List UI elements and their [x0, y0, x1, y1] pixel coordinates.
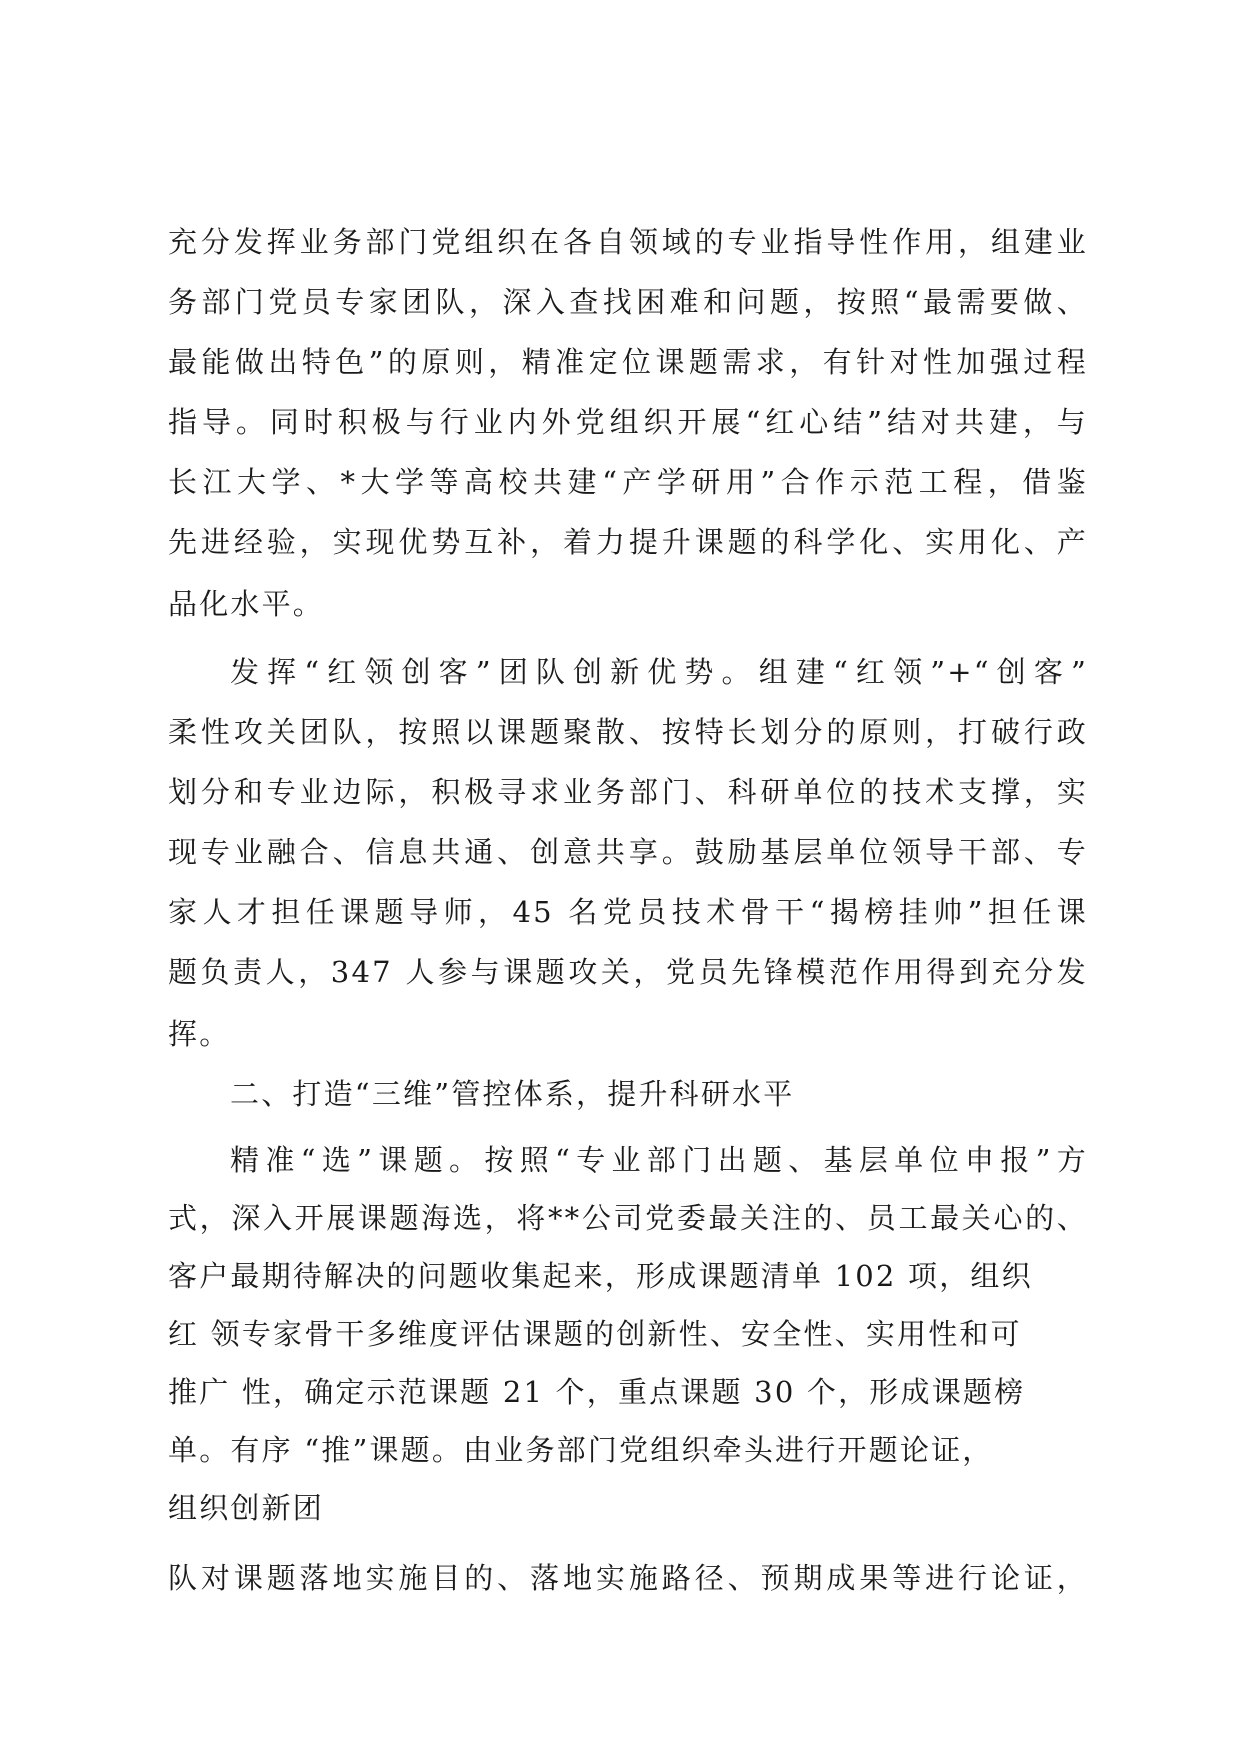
paragraph-1-line-2: 务部门党员专家团队，深入查找困难和问题，按照“最需要做、: [168, 285, 1088, 319]
paragraph-3-line-6: 单。有序 “推”课题。由业务部门党组织牵头进行开题论证，: [168, 1433, 994, 1467]
paragraph-2-line-2: 柔性攻关团队，按照以课题聚散、按特长划分的原则，打破行政: [168, 715, 1088, 749]
paragraph-3-line-4: 红 领专家骨干多维度评估课题的创新性、安全性、实用性和可: [168, 1317, 1022, 1351]
paragraph-1-line-5: 长江大学、*大学等高校共建“产学研用”合作示范工程，借鉴: [168, 465, 1088, 499]
paragraph-1-line-4: 指导。同时积极与行业内外党组织开展“红心结”结对共建，与: [168, 405, 1088, 439]
section-heading-2: 二、打造“三维”管控体系，提升科研水平: [230, 1077, 795, 1111]
paragraph-2-line-6: 题负责人，347 人参与课题攻关，党员先锋模范作用得到充分发: [168, 955, 1088, 989]
paragraph-2-line-5: 家人才担任课题导师，45 名党员技术骨干“揭榜挂帅”担任课: [168, 895, 1088, 929]
paragraph-3-line-2: 式，深入开展课题海选，将**公司党委最关注的、员工最关心的、: [168, 1201, 1088, 1235]
paragraph-1-line-1: 充分发挥业务部门党组织在各自领域的专业指导性作用，组建业: [168, 225, 1088, 259]
paragraph-2-line-7: 挥。: [168, 1017, 231, 1051]
paragraph-3-line-1: 精准“选”课题。按照“专业部门出题、基层单位申报”方: [230, 1143, 1088, 1177]
paragraph-3-line-7: 组织创新团: [168, 1491, 325, 1525]
paragraph-2-line-1: 发挥“红领创客”团队创新优势。组建“红领”+“创客”: [230, 655, 1088, 689]
paragraph-2-line-3: 划分和专业边际，积极寻求业务部门、科研单位的技术支撑，实: [168, 775, 1088, 809]
paragraph-3-line-3: 客户最期待解决的问题收集起来，形成课题清单 102 项，组织: [168, 1259, 1033, 1293]
paragraph-1-line-7: 品化水平。: [168, 587, 325, 621]
paragraph-4-line-1: 队对课题落地实施目的、落地实施路径、预期成果等进行论证，: [168, 1561, 1088, 1595]
paragraph-1-line-3: 最能做出特色”的原则，精准定位课题需求，有针对性加强过程: [168, 345, 1088, 379]
paragraph-3-line-5: 推广 性，确定示范课题 21 个，重点课题 30 个，形成课题榜: [168, 1375, 1026, 1409]
paragraph-2-line-4: 现专业融合、信息共通、创意共享。鼓励基层单位领导干部、专: [168, 835, 1088, 869]
paragraph-1-line-6: 先进经验，实现优势互补，着力提升课题的科学化、实用化、产: [168, 525, 1088, 559]
